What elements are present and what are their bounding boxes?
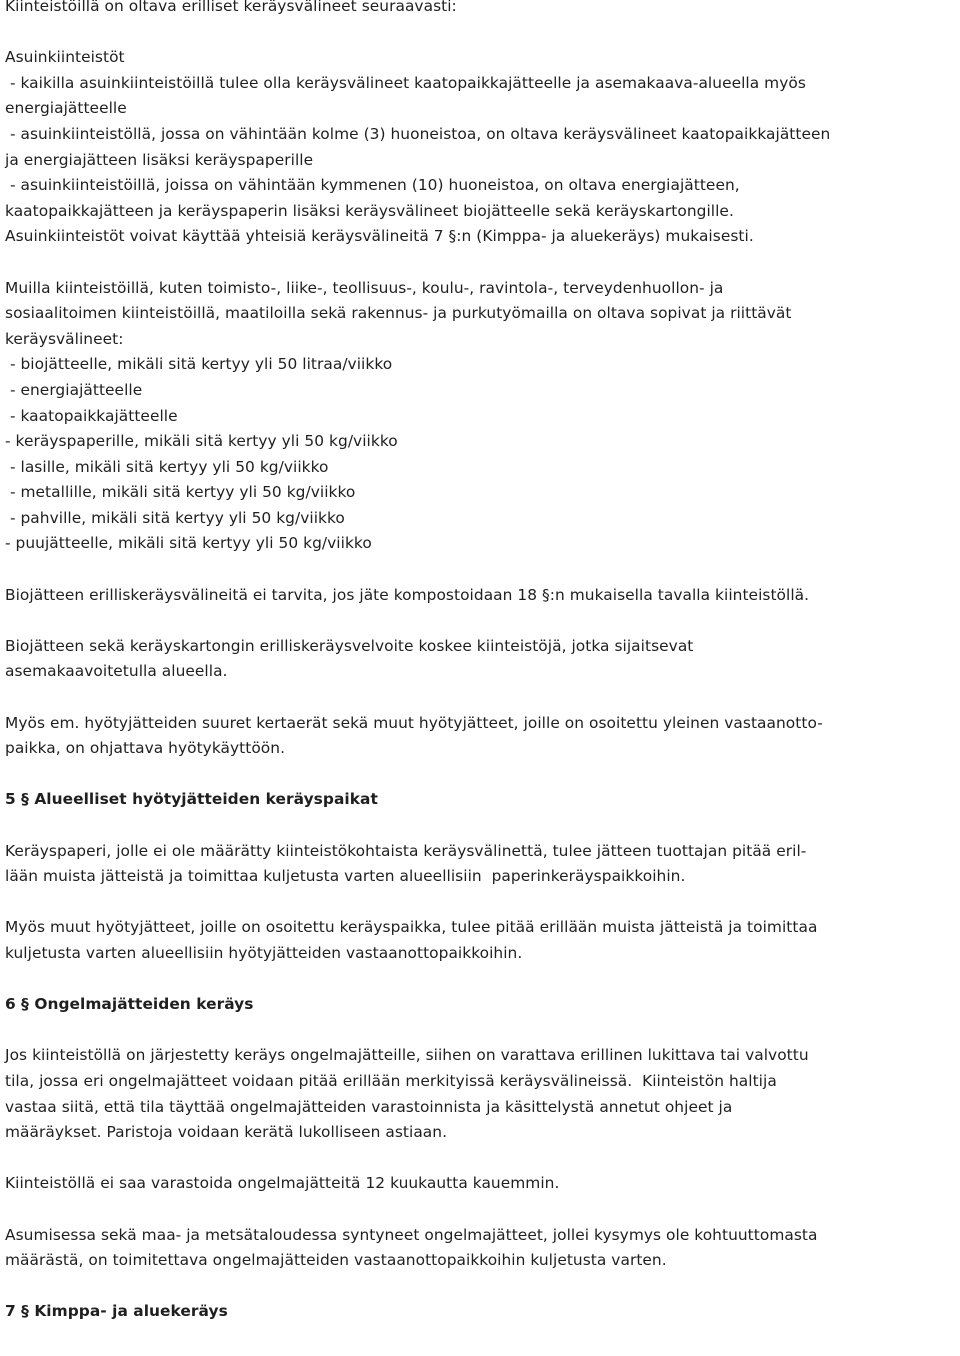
other-properties-list-item: - pahville, mikäli sitä kertyy yli 50 kg/viikko bbox=[5, 508, 345, 527]
spacer bbox=[5, 762, 960, 788]
other-properties-list-item: - kaatopaikkajätteelle bbox=[5, 406, 178, 425]
other-properties-line: Muilla kiinteistöillä, kuten toimisto-, liike-, teollisuus-, koulu-, ravintola-, terveydenhuollon- ja bbox=[5, 278, 724, 297]
spacer bbox=[5, 20, 960, 46]
section-6-paragraph: Kiinteistöllä ei saa varastoida ongelmajätteitä 12 kuukautta kauemmin. bbox=[5, 1174, 560, 1193]
spacer bbox=[5, 1274, 960, 1300]
residential-line: - kaikilla asuinkiinteistöillä tulee olla keräysvälineet kaatopaikkajätteelle ja asemakaava-alueella myös bbox=[5, 73, 806, 92]
other-properties-list-item: - metallille, mikäli sitä kertyy yli 50 kg/viikko bbox=[5, 483, 356, 502]
other-properties-line: sosiaalitoimen kiinteistöillä, maatiloilla sekä rakennus- ja purkutyömailla on oltava sopivat ja riittävät bbox=[5, 304, 792, 323]
section-6-paragraph: määrästä, on toimitettava ongelmajätteiden vastaanottopaikkoihin kuljetusta varten. bbox=[5, 1251, 667, 1270]
residential-line: ja energiajätteen lisäksi keräyspaperille bbox=[5, 150, 314, 169]
spacer bbox=[5, 685, 960, 711]
section-5-paragraph: Myös muut hyötyjätteet, joille on osoitettu keräyspaikka, tulee pitää erillään muista jätteistä ja toimittaa bbox=[5, 918, 818, 937]
spacer bbox=[5, 1197, 960, 1223]
large-batches-paragraph: Myös em. hyötyjätteiden suuret kertaerät sekä muut hyötyjätteet, joille on osoitettu yleinen vastaanotto- bbox=[5, 713, 823, 732]
zoned-area-paragraph: Biojätteen sekä keräyskartongin erilliskeräysvelvoite koskee kiinteistöjä, jotka sijaitsevat bbox=[5, 636, 694, 655]
section-7-heading: 7 § Kimppa- ja aluekeräys bbox=[5, 1302, 228, 1321]
spacer bbox=[5, 250, 960, 276]
spacer bbox=[5, 1146, 960, 1172]
spacer bbox=[5, 1018, 960, 1044]
section-5-heading: 5 § Alueelliset hyötyjätteiden keräyspaikat bbox=[5, 790, 378, 809]
spacer bbox=[5, 967, 960, 993]
residential-heading: Asuinkiinteistöt bbox=[5, 48, 125, 67]
residential-line: Asuinkiinteistöt voivat käyttää yhteisiä keräysvälineitä 7 §:n (Kimppa- ja aluekeräys) mukaisesti. bbox=[5, 227, 754, 246]
other-properties-line: keräysvälineet: bbox=[5, 329, 124, 348]
section-6-heading: 6 § Ongelmajätteiden keräys bbox=[5, 995, 254, 1014]
other-properties-list-item: - puujätteelle, mikäli sitä kertyy yli 50 kg/viikko bbox=[5, 534, 372, 553]
section-6-paragraph: vastaa siitä, että tila täyttää ongelmajätteiden varastoinnista ja käsittelystä annetut ohjeet ja bbox=[5, 1097, 733, 1116]
zoned-area-paragraph: asemakaavoitetulla alueella. bbox=[5, 662, 228, 681]
intro-text: Kiinteistöillä on oltava erilliset keräysvälineet seuraavasti: bbox=[5, 0, 457, 15]
residential-line: kaatopaikkajätteen ja keräyspaperin lisäksi keräysvälineet biojätteelle sekä keräyskartongille. bbox=[5, 201, 734, 220]
other-properties-list-item: - energiajätteelle bbox=[5, 380, 143, 399]
residential-line: energiajätteelle bbox=[5, 99, 127, 118]
other-properties-list-item: - lasille, mikäli sitä kertyy yli 50 kg/viikko bbox=[5, 457, 329, 476]
spacer bbox=[5, 813, 960, 839]
residential-line: - asuinkiinteistöllä, jossa on vähintään kolme (3) huoneistoa, on oltava keräysvälineet kaatopaikkajätteen bbox=[5, 124, 831, 143]
section-6-paragraph: Jos kiinteistöllä on järjestetty keräys ongelmajätteille, siihen on varattava erillinen lukittava tai valvottu bbox=[5, 1046, 809, 1065]
section-5-paragraph: kuljetusta varten alueellisiin hyötyjätteiden vastaanottopaikkoihin. bbox=[5, 943, 523, 962]
composting-paragraph: Biojätteen erilliskeräysvälineitä ei tarvita, jos jäte kompostoidaan 18 §:n mukaisella tavalla kiinteistöllä. bbox=[5, 585, 810, 604]
residential-line: - asuinkiinteistöillä, joissa on vähintään kymmenen (10) huoneistoa, on oltava energiajätteen, bbox=[5, 176, 740, 195]
spacer bbox=[5, 608, 960, 634]
section-6-paragraph: määräykset. Paristoja voidaan kerätä lukolliseen astiaan. bbox=[5, 1123, 448, 1142]
large-batches-paragraph: paikka, on ohjattava hyötykäyttöön. bbox=[5, 739, 286, 758]
section-6-paragraph: tila, jossa eri ongelmajätteet voidaan pitää erillään merkityissä keräysvälineissä. Kiinteistön haltija bbox=[5, 1071, 777, 1090]
spacer bbox=[5, 557, 960, 583]
section-5-paragraph: lään muista jätteistä ja toimittaa kuljetusta varten alueellisiin paperinkeräyspaikkoihin. bbox=[5, 867, 686, 886]
other-properties-list-item: - keräyspaperille, mikäli sitä kertyy yli 50 kg/viikko bbox=[5, 432, 398, 451]
section-6-paragraph: Asumisessa sekä maa- ja metsätaloudessa syntyneet ongelmajätteet, jollei kysymys ole kohtuuttomasta bbox=[5, 1225, 818, 1244]
section-5-paragraph: Keräyspaperi, jolle ei ole määrätty kiinteistökohtaista keräysvälinettä, tulee jätteen tuottajan pitää eril- bbox=[5, 841, 807, 860]
spacer bbox=[5, 890, 960, 916]
other-properties-list-item: - biojätteelle, mikäli sitä kertyy yli 50 litraa/viikko bbox=[5, 355, 393, 374]
